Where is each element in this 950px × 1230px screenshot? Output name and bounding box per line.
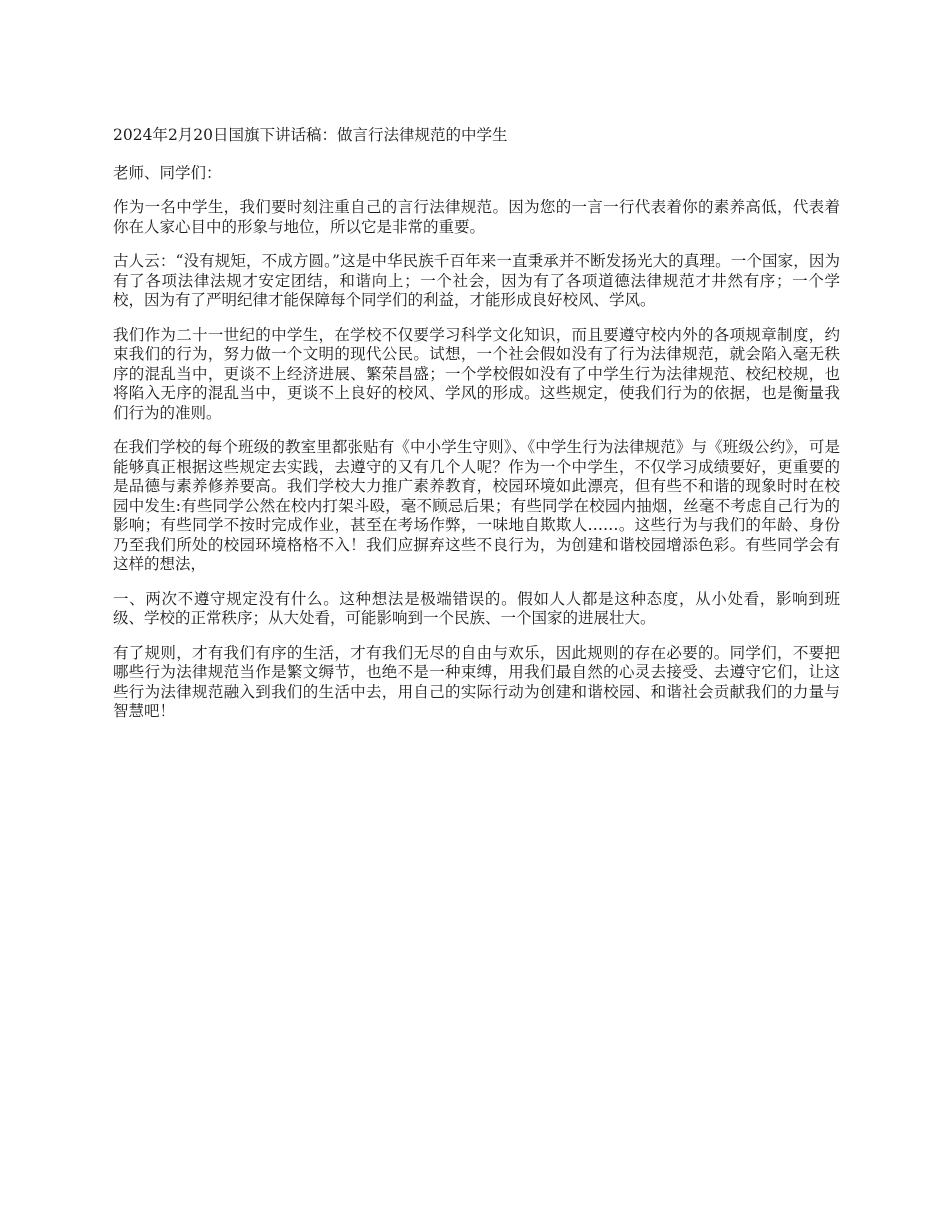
paragraph-3: 我们作为二十一世纪的中学生，在学校不仅要学习科学文化知识，而且要遵守校内外的各项规章制度，约束我们的行为，努力做一个文明的现代公民。试想，一个社会假如没有了行为法律规范，就会陷入毫无秩序的混乱当中，更谈不上经济进展、繁荣昌盛；一个学校假如没有了中学生行为法律规范、校纪校规，也将陷入无序的混乱当中，更谈不上良好的校风、学风的形成。这些规定，使我们行为的依据，也是衡量我们行为的准则。 — [113, 325, 840, 422]
paragraph-6: 有了规则，才有我们有序的生活，才有我们无尽的自由与欢乐，因此规则的存在必要的。同学们，不要把哪些行为法律规范当作是繁文缛节，也绝不是一种束缚，用我们最自然的心灵去接受、去遵守它们，让这些行为法律规范融入到我们的生活中去，用自己的实际行动为创建和谐校园、和谐社会贡献我们的力量与智慧吧！ — [113, 643, 840, 720]
salutation: 老师、同学们： — [113, 163, 222, 182]
paragraph-2: 古人云：“没有规矩，不成方圆。”这是中华民族千百年来一直秉承并不断发扬光大的真理。一个国家，因为有了各项法律法规才安定团结，和谐向上；一个社会，因为有了各项道德法律规范才井然有序；一个学校，因为有了严明纪律才能保障每个同学们的利益，才能形成良好校风、学风。 — [113, 252, 840, 309]
document-page — [113, 126, 840, 737]
paragraph-1: 作为一名中学生，我们要时刻注重自己的言行法律规范。因为您的一言一行代表着你的素养高低，代表着你在人家心目中的形象与地位，所以它是非常的重要。 — [113, 198, 840, 236]
paragraph-4: 在我们学校的每个班级的教室里都张贴有《中小学生守则》、《中学生行为法律规范》与《班级公约》，可是能够真正根据这些规定去实践，去遵守的又有几个人呢？作为一个中学生，不仅学习成绩要好，更重要的是品德与素养修养要高。我们学校大力推广素养教育，校园环境如此漂亮，但有些不和谐的现象时时在校园中发生:有些同学公然在校内打架斗殴，毫不顾忌后果；有些同学在校园内抽烟，丝毫不考虑自己行为的影响；有些同学不按时完成作业，甚至在考场作弊，一味地自欺欺人……。这些行为与我们的年龄、身份乃至我们所处的校园环境格格不入！我们应摒弃这些不良行为，为创建和谐校园增添色彩。有些同学会有这样的想法， — [113, 438, 840, 573]
paragraph-5: 一、两次不遵守规定没有什么。这种想法是极端错误的。假如人人都是这种态度，从小处看，影响到班级、学校的正常秩序；从大处看，可能影响到一个民族、一个国家的进展壮大。 — [113, 589, 840, 627]
document-title: 2024年2月20日国旗下讲话稿：做言行法律规范的中学生 — [113, 126, 508, 144]
